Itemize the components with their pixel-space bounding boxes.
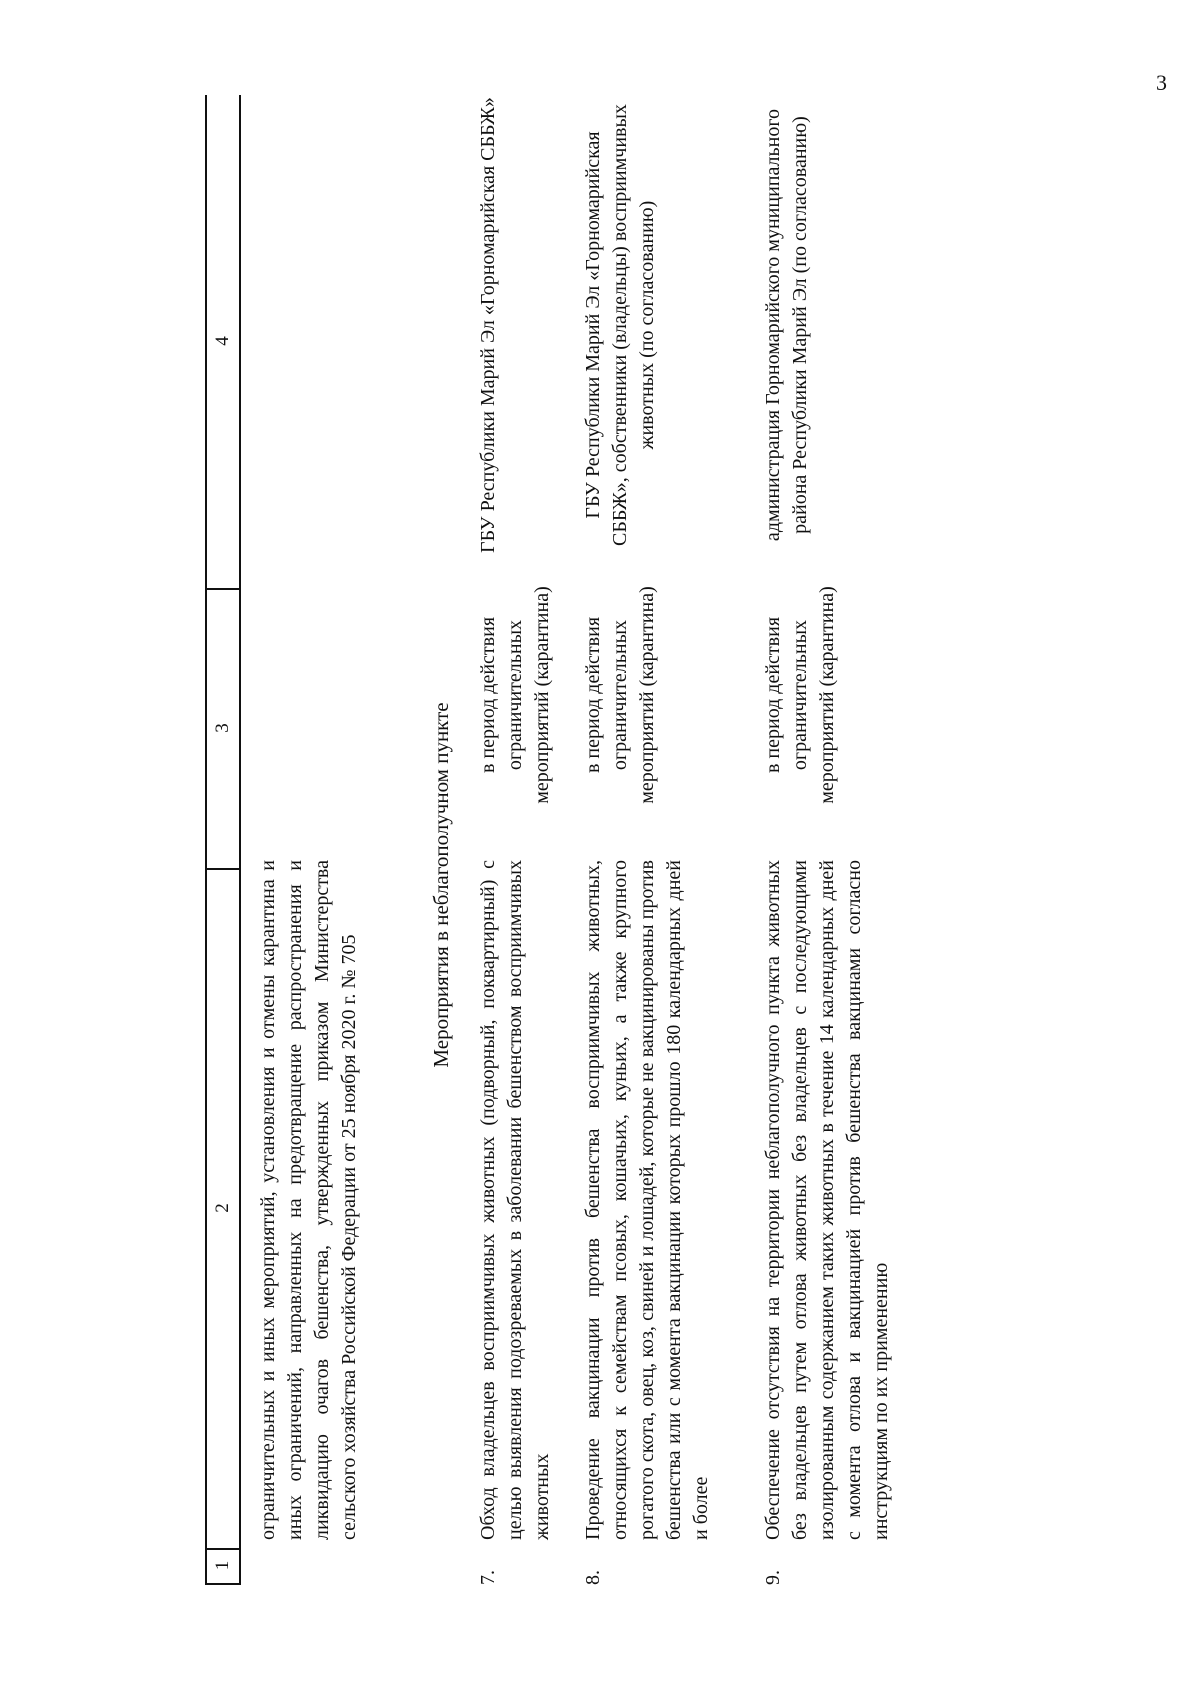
page-number: 3 [1156, 70, 1167, 95]
header-col-4: 4 [207, 94, 239, 590]
row-responsible: ГБУ Республики Марий Эл «Горномарийская СББЖ», собственники (владельцы) восприимчивых животных (по согласованию) [582, 104, 658, 546]
document-table [205, 55, 995, 1585]
table-header-row [205, 95, 241, 1585]
row-responsible: ГБУ Республики Марий Эл «Горномарийская СББЖ» [477, 97, 499, 553]
section-title: Мероприятия в неблагополучном пункте [429, 702, 453, 1068]
header-col-1: 1 [207, 1548, 239, 1585]
row-number: 7. [477, 1570, 499, 1585]
row-responsible: администрация Горномарийского муниципального района Республики Марий Эл (по согласованию) [762, 108, 811, 542]
row-number: 8. [582, 1570, 604, 1585]
row-period: в период действия ограничительных мероприятий (карантина) [762, 586, 838, 804]
row-period: в период действия ограничительных мероприятий (карантина) [477, 586, 553, 804]
continued-row-text: ограничительных и иных мероприятий, установления и отмены карантина и иных ограничений, направленных на предотвращение распространения и ликвидацию очагов бешенства, утвержденных приказом Министерства сельского хозяйства Российской Федерации от 25 ноября 2020 г. № 705 [257, 860, 360, 1540]
row-description: Проведение вакцинации против бешенства восприимчивых животных, относящихся к семействам псовых, кошачьих, куньих, а также крупного рогатого скота, овец, коз, свиней и лошадей, которые не вакцинированы против бешенства или с момента вакцинации которых прошло 180 календарных дней и более [582, 860, 712, 1540]
row-description: Обход владельцев восприимчивых животных (подворный, поквартирный) с целью выявления подозреваемых в заболевании бешенством восприимчивых животных [477, 860, 553, 1540]
header-col-2: 2 [207, 868, 239, 1550]
row-period: в период действия ограничительных мероприятий (карантина) [582, 586, 658, 804]
row-number: 9. [762, 1570, 784, 1585]
row-description: Обеспечение отсутствия на территории неблагополучного пункта животных без владельцев путем отлова животных без владельцев с последующими изолированным содержанием таких животных в течение 14 календарных дней с момента отлова и вакцинацией против бешенства вакцинами согласно инструкциям по их применению [762, 860, 892, 1540]
header-col-3: 3 [207, 588, 239, 870]
